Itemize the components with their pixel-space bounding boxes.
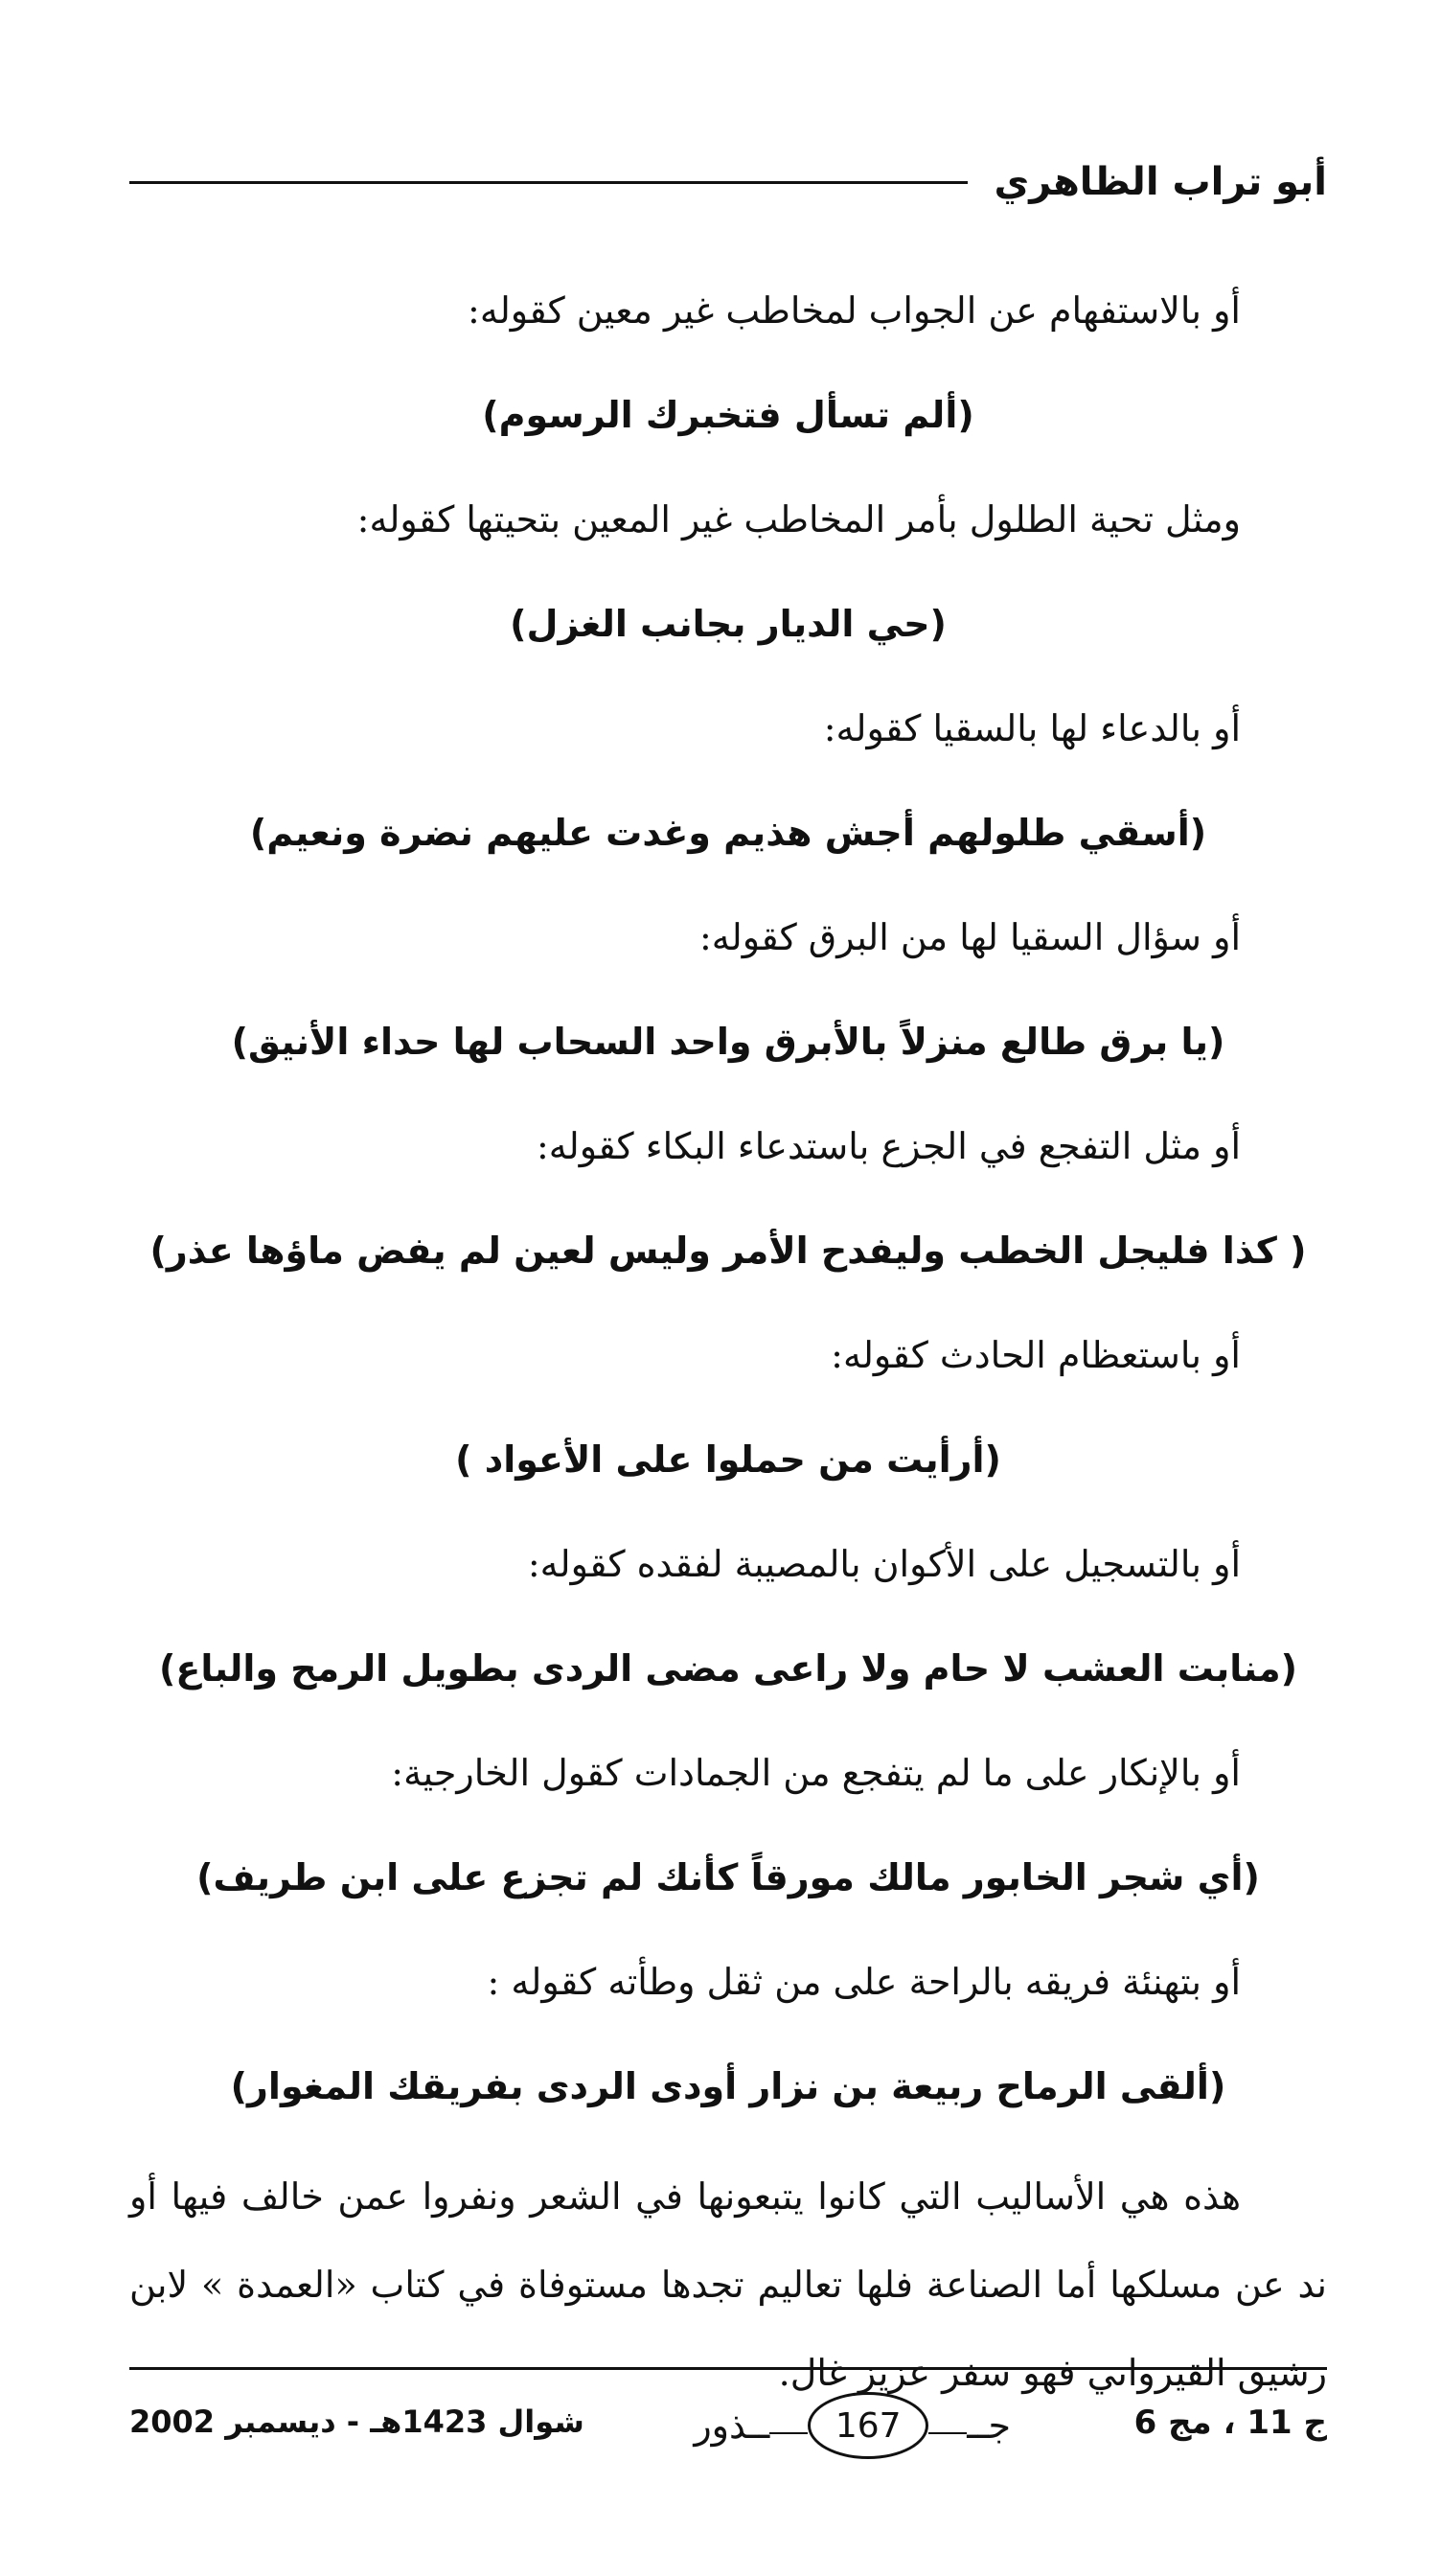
footer-volume: ج 11 ، مج 6 <box>1133 2404 1327 2442</box>
journal-logo <box>647 2392 1011 2459</box>
prose-line: أو بالإنكار على ما لم يتفجع من الجمادات كقول الخارجية: <box>391 1752 1241 1794</box>
verse-quote: (ألم تسأل فتخبرك الرسوم) <box>482 394 974 436</box>
footer-date: شوال 1423هـ - ديسمبر 2002 <box>129 2404 584 2440</box>
prose-line: أو بالتسجيل على الأكوان بالمصيبة لفقده كقوله: <box>527 1543 1241 1585</box>
closing-paragraph: هذه هي الأساليب التي كانوا يتبعونها في الشعر ونفروا عمن خالف فيها أو ند عن مسلكها أما الصناعة فلها تعاليم تجدها مستوفاة في كتاب «العمدة » لابن رشيق القيرواني فهو سفر عزيز غال. <box>129 2175 1327 2394</box>
document-page <box>129 0 1327 2576</box>
verse-quote: (ألقى الرماح ربيعة بن نزار أودى الردى بفريقك المغوار) <box>230 2065 1226 2107</box>
verse-quote: (أسقي طلولهم أجش هذيم وغدت عليهم نضرة ونعيم) <box>249 812 1207 854</box>
footer-rule <box>129 2367 1327 2370</box>
page-body <box>129 259 1327 2453</box>
running-header-author: أبو تراب الظاهري <box>994 160 1327 204</box>
running-header <box>129 144 1327 220</box>
verse-quote: (يا برق طالع منزلاً بالأبرق واحد السحاب لها حداء الأنيق) <box>231 1021 1225 1063</box>
verse-quote: (منابت العشب لا حام ولا راعى مضى الردى بطويل الرمح والباع) <box>159 1647 1297 1690</box>
verse-quote: (حي الديار بجانب الغزل) <box>510 603 947 645</box>
header-rule <box>129 181 968 184</box>
verse-quote: (أرأيت من حملوا على الأعواد ) <box>455 1438 1001 1481</box>
prose-line: أو سؤال السقيا لها من البرق كقوله: <box>698 916 1241 958</box>
verse-quote: ( كذا فليجل الخطب وليفدح الأمر وليس لعين لم يفض ماؤها عذر) <box>149 1230 1307 1272</box>
journal-name-part-right: جــ <box>967 2404 1011 2447</box>
prose-line: ومثل تحية الطلول بأمر المخاطب غير المعين بتحيتها كقوله: <box>356 498 1241 540</box>
prose-line: أو بالاستفهام عن الجواب لمخاطب غير معين كقوله: <box>468 289 1241 332</box>
prose-line: أو بالدعاء لها بالسقيا كقوله: <box>823 707 1241 749</box>
prose-line: أو مثل التفجع في الجزع باستدعاء البكاء كقوله: <box>536 1125 1241 1167</box>
page-footer <box>129 2386 1327 2472</box>
journal-dash <box>769 2432 808 2434</box>
prose-line: أو باستعظام الحادث كقوله: <box>831 1334 1241 1376</box>
journal-dash <box>928 2432 967 2434</box>
verse-quote: (أي شجر الخابور مالك مورقاً كأنك لم تجزع على ابن طريف) <box>196 1856 1260 1898</box>
journal-name-part-left: ــذور <box>694 2404 770 2447</box>
page-number: 167 <box>808 2392 928 2459</box>
prose-line: أو بتهنئة فريقه بالراحة على من ثقل وطأته كقوله : <box>487 1961 1241 2003</box>
